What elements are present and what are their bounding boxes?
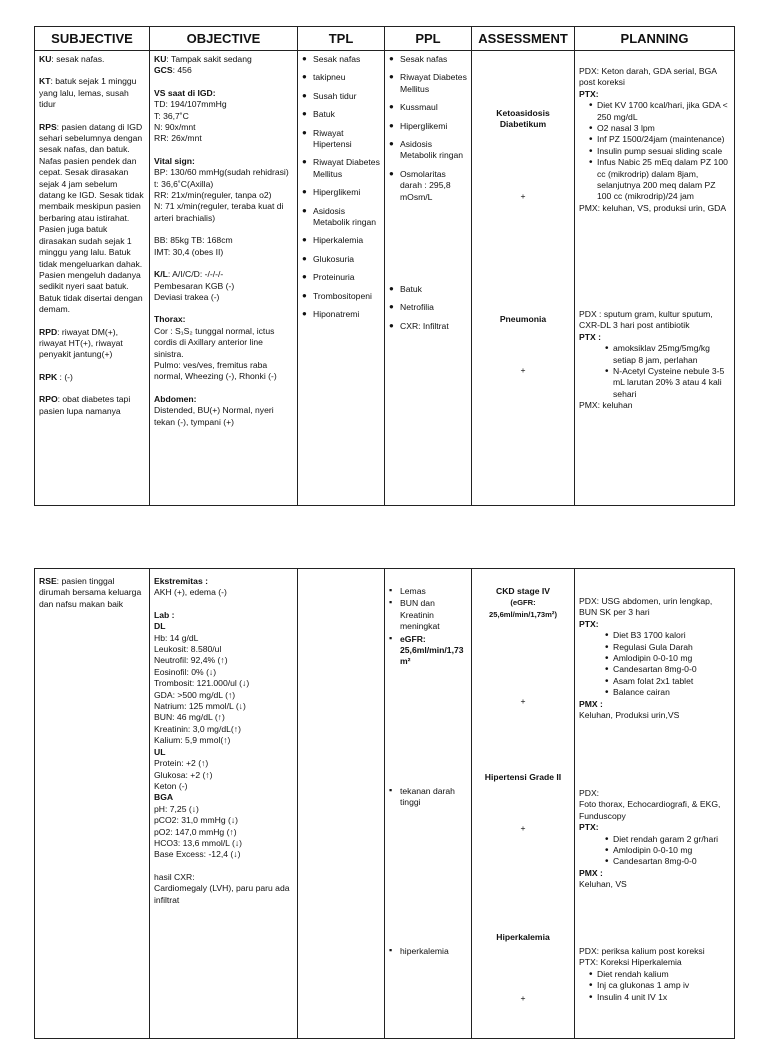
objective-anthropometry: BB: 85kg TB: 168cm IMT: 30,4 (obes II) bbox=[154, 235, 233, 257]
list-item: • Insulin pump sesuai sliding scale bbox=[597, 146, 730, 157]
list-item: ● Asidosis Metabolik ringan bbox=[302, 206, 380, 229]
list-item: • Inf PZ 1500/24jam (maintenance) bbox=[597, 134, 730, 145]
soap-table-1 bbox=[34, 26, 735, 506]
subjective-rps: RPS: pasien datang di IGD sehari sebelumnya dengan sesak nafas, dan batuk. Nafas pasien pendek dan cepat. Sesak dirasakan sejak 4 jam sebelum datang ke IGD. Sesak tidak membaik meskipun pasien berbaring atau istirahat. Pasien juga batuk dirasakan sudah sejak 1 minggu yang lalu. Batuk tidak mengeluarkan dahak. Pasien mengeluh dadanya sedikit nyeri saat batuk. Batuk tidak disertai dengan demam. bbox=[39, 121, 144, 315]
content-row bbox=[35, 51, 735, 506]
list-item: ● Riwayat Diabetes Mellitus bbox=[302, 157, 380, 180]
list-item: • Infus Nabic 25 mEq dalam PZ 100 cc (mikrodrip) dalam 8jam, selanjutnya 200 meq dalam PZ 100 cc (mikrodrip)/24 jam bbox=[597, 157, 730, 203]
ppl-list-kad bbox=[389, 54, 467, 284]
subjective-rpd: RPD: riwayat DM(+), riwayat HT(+), riwayat penyakit jantung(+) bbox=[39, 326, 123, 360]
ppl-list-hiperkalemia bbox=[389, 946, 467, 957]
ppl-list-pneumonia bbox=[389, 284, 467, 332]
objective-cell bbox=[150, 51, 298, 506]
header-objective: OBJECTIVE bbox=[150, 27, 298, 51]
list-item: ● Osmolaritas darah : 295,8 mOsm/L bbox=[389, 169, 467, 203]
soap-table-2 bbox=[34, 568, 735, 1039]
subjective-rpo: RPO: obat diabetes tapi pasien lupa namanya bbox=[39, 394, 131, 416]
planning-cell bbox=[575, 569, 735, 1039]
objective-kl: K/L: A/I/C/D: -/-/-/- Pembesaran KGB (-) Deviasi trakea (-) bbox=[154, 269, 235, 302]
list-item: • Amlodipin 0-0-10 mg bbox=[613, 845, 730, 856]
list-item: ● Sesak nafas bbox=[389, 54, 467, 65]
planning-hiperkalemia: PDX: periksa kalium post koreksi PTX: Koreksi Hiperkalemia • Diet rendah kalium • Inj ca glukonas 1 amp iv • Insulin 4 unit IV 1x bbox=[579, 932, 730, 1003]
list-item: ● Kussmaul bbox=[389, 102, 467, 113]
list-item: ● Sesak nafas bbox=[302, 54, 380, 65]
tpl-list bbox=[302, 54, 380, 321]
subjective-cell bbox=[35, 569, 150, 1039]
list-item: ▪ Lemas bbox=[389, 586, 467, 597]
list-item: • Insulin 4 unit IV 1x bbox=[597, 992, 730, 1003]
list-item: ● Proteinuria bbox=[302, 272, 380, 283]
header-planning: PLANNING bbox=[575, 27, 735, 51]
list-item: • Inj ca glukonas 1 amp iv bbox=[597, 980, 730, 991]
list-item: ▪ eGFR: 25,6ml/min/1,73 m² bbox=[389, 634, 467, 668]
objective-ekstremitas: Ekstremitas : AKH (+), edema (-) bbox=[154, 576, 227, 598]
list-item: ● Hiperkalemia bbox=[302, 235, 380, 246]
ptx-list bbox=[579, 630, 730, 698]
objective-vital-sign: Vital sign: BP: 130/60 mmHg(sudah rehidrasi) t: 36,6˚C(Axilla) RR: 21x/min(reguler, tanpa o2) N: 71 x/min(reguler, teraba kuat di arteri brachialis) bbox=[154, 155, 289, 223]
lab-section: Lab : DL Hb: 14 g/dL Leukosit: 8.580/ul Neutrofil: 92,4% (↑) Eosinofil: 0% (↓) Trombosit: 121.000/ul (↓) GDA: >500 mg/dL (↑) Natrium: 125 mmol/L (↓) BUN: 46 mg/dL (↑) Kreatinin: 3,0 mg/dL(↑) Kalium: 5,9 mmol(↑) UL Protein: +2 (↑) Glukosa: +2 (↑) Keton (-) BGA pH: 7,25 (↓) pCO2: 31,0 mmHg (↓) pO2: 147,0 mmHg (↑) HCO3: 13,6 mmol/L (↓) Base Excess: -12,4 (↓) bbox=[154, 609, 250, 860]
list-item: ● Hiponatremi bbox=[302, 309, 380, 320]
tpl-cell bbox=[298, 569, 385, 1039]
subjective-rpk: RPK : (-) bbox=[39, 371, 73, 382]
subjective-kt: KT: batuk sejak 1 minggu yang lalu, lemas, susah tidur bbox=[39, 76, 137, 110]
list-item: • Asam folat 2x1 tablet bbox=[613, 676, 730, 687]
tpl-cell bbox=[298, 51, 385, 506]
list-item: • N-Acetyl Cysteine nebule 3-5 mL larutan 20% 3 atau 4 kali sehari bbox=[613, 366, 730, 400]
list-item: ● Riwayat Diabetes Mellitus bbox=[389, 72, 467, 95]
list-item: ▪ hiperkalemia bbox=[389, 946, 467, 957]
header-row bbox=[35, 27, 735, 51]
list-item: ● takipneu bbox=[302, 72, 380, 83]
list-item: ● Hiperglikemi bbox=[302, 187, 380, 198]
list-item: • Diet B3 1700 kalori bbox=[613, 630, 730, 641]
list-item: ● Glukosuria bbox=[302, 254, 380, 265]
header-assessment: ASSESSMENT bbox=[472, 27, 575, 51]
list-item: ● CXR: Infiltrat bbox=[389, 321, 467, 332]
list-item: ● Hiperglikemi bbox=[389, 121, 467, 132]
list-item: ● Netrofilia bbox=[389, 302, 467, 313]
assessment-cell bbox=[472, 51, 575, 506]
content-row bbox=[35, 569, 735, 1039]
list-item: • amoksiklav 25mg/5mg/kg setiap 8 jam, perlahan bbox=[613, 343, 730, 366]
subjective-cell bbox=[35, 51, 150, 506]
objective-cell bbox=[150, 569, 298, 1039]
ppl-cell bbox=[385, 51, 472, 506]
objective-abdomen: Abdomen: Distended, BU(+) Normal, nyeri tekan (-), tympani (+) bbox=[154, 393, 274, 427]
cxr-result: hasil CXR: Cardiomegaly (LVH), paru paru ada infiltrat bbox=[154, 871, 290, 905]
ppl-list-hipertensi bbox=[389, 786, 467, 946]
planning-ckd: PDX: USG abdomen, urin lengkap, BUN SK per 3 hari PTX: • Diet B3 1700 kalori • Regulasi Gula Darah • Amlodipin 0-0-10 mg • Candesartan 8mg-0-0 • Asam folat 2x1 tablet • Balance cairan PMX : Keluhan, Produksi urin,VS bbox=[579, 572, 730, 772]
list-item: • Diet rendah kalium bbox=[597, 969, 730, 980]
list-item: ● Batuk bbox=[302, 109, 380, 120]
header-subjective: SUBJECTIVE bbox=[35, 27, 150, 51]
assessment-hipertensi: Hipertensi Grade II + bbox=[484, 772, 562, 834]
list-item: ● Asidosis Metabolik ringan bbox=[389, 139, 467, 162]
list-item: ● Riwayat Hipertensi bbox=[302, 128, 380, 151]
ppl-list-ckd bbox=[389, 572, 467, 786]
ptx-list bbox=[579, 969, 730, 1003]
ppl-cell bbox=[385, 569, 472, 1039]
list-item: • O2 nasal 3 lpm bbox=[597, 123, 730, 134]
list-item: • Diet rendah garam 2 gr/hari bbox=[613, 834, 730, 845]
list-item: • Balance cairan bbox=[613, 687, 730, 698]
objective-gcs: GCS: 456 bbox=[154, 65, 192, 76]
list-item: ● Trombositopeni bbox=[302, 291, 380, 302]
objective-vs-igd: VS saat di IGD: TD: 194/107mmHg T: 36,7˚C N: 90x/mnt RR: 26x/mnt bbox=[154, 87, 227, 144]
ptx-list bbox=[579, 343, 730, 400]
header-tpl: TPL bbox=[298, 27, 385, 51]
planning-hipertensi: PDX: Foto thorax, Echocardiografi, & EKG, Funduscopy PTX: • Diet rendah garam 2 gr/hari • Amlodipin 0-0-10 mg • Candesartan 8mg-0-0 PMX : Keluhan, VS bbox=[579, 772, 730, 932]
list-item: • Candesartan 8mg-0-0 bbox=[613, 856, 730, 867]
list-item: • Regulasi Gula Darah bbox=[613, 642, 730, 653]
list-item: • Candesartan 8mg-0-0 bbox=[613, 664, 730, 675]
objective-ku: KU: Tampak sakit sedang bbox=[154, 54, 252, 64]
list-item: ● Susah tidur bbox=[302, 91, 380, 102]
assessment-cell bbox=[472, 569, 575, 1039]
planning-cell bbox=[575, 51, 735, 506]
assessment-ckd: CKD stage IV (eGFR: 25,6ml/min/1,73m²) + bbox=[489, 586, 557, 707]
list-item: ▪ tekanan darah tinggi bbox=[389, 786, 467, 809]
list-item: • Amlodipin 0-0-10 mg bbox=[613, 653, 730, 664]
ptx-list bbox=[579, 834, 730, 868]
header-ppl: PPL bbox=[385, 27, 472, 51]
planning-pneumonia: PDX : sputum gram, kultur sputum, CXR-DL 3 hari post antibiotik PTX : • amoksiklav 25mg/5mg/kg setiap 8 jam, perlahan • N-Acetyl Cysteine nebule 3-5 mL larutan 20% 3 atau 4 kali sehari PMX: keluhan bbox=[579, 309, 730, 412]
list-item: ● Batuk bbox=[389, 284, 467, 295]
list-item: • Diet KV 1700 kcal/hari, jika GDA < 250 mg/dL bbox=[597, 100, 730, 123]
assessment-pneumonia: Pneumonia + bbox=[499, 314, 547, 376]
subjective-ku: KU: sesak nafas. bbox=[39, 54, 105, 64]
subjective-rse: RSE: pasien tinggal dirumah bersama keluarga dan nafsu makan baik bbox=[39, 576, 142, 609]
planning-kad: PDX: Keton darah, GDA serial, BGA post koreksi PTX: • Diet KV 1700 kcal/hari, jika GDA < 250 mg/dL • O2 nasal 3 lpm • Inf PZ 1500/24jam (maintenance) • Insulin pump sesuai sliding scale • Infus Nabic 25 mEq dalam PZ 100 cc (mikrodrip) dalam 8jam, selanjutnya 200 meq dalam PZ 100 cc (mikrodrip)/24 jam PMX: keluhan, VS, produksi urin, GDA bbox=[579, 54, 730, 309]
assessment-kad: Ketoasidosis Diabetikum + bbox=[496, 108, 550, 201]
assessment-hiperkalemia: Hiperkalemia + bbox=[496, 932, 550, 1004]
objective-thorax: Thorax: Cor : S₁S₂ tunggal normal, ictus cordis di Axillary anterior line sinistra. Pulmo: ves/ves, fremitus raba normal, Wheezing (-), Rhonki (-) bbox=[154, 314, 277, 382]
list-item: ▪ BUN dan Kreatinin meningkat bbox=[389, 598, 467, 632]
ptx-list bbox=[579, 100, 730, 203]
